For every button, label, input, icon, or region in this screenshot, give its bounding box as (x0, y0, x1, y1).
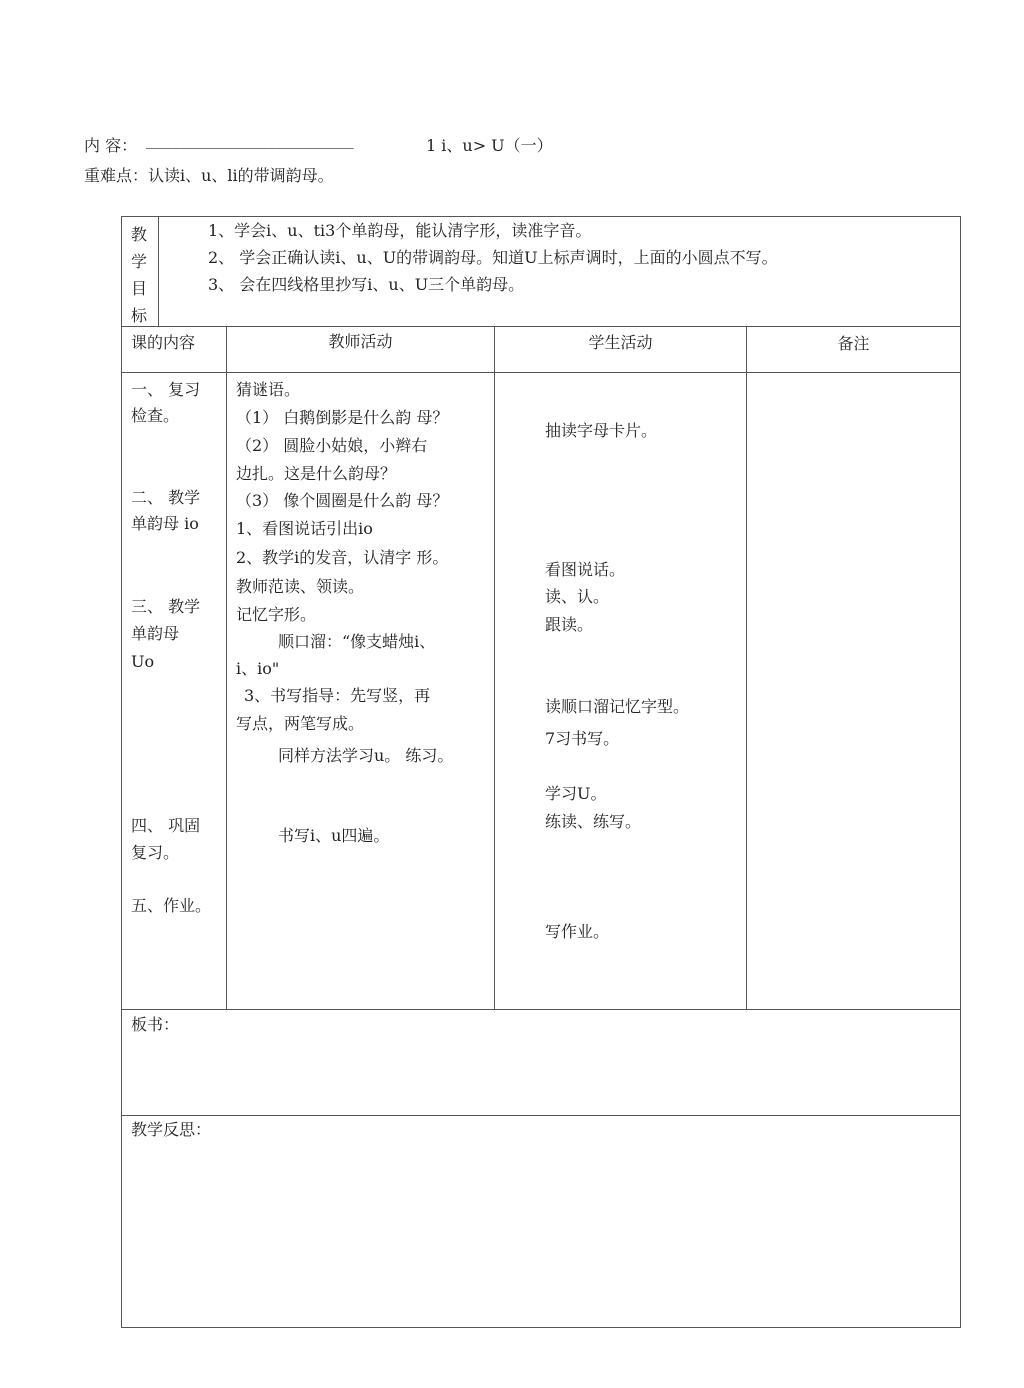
column-header-student: 学生活动 (588, 333, 653, 352)
teacher-cell-line: 猜谜语。 (236, 380, 301, 399)
teacher-cell-line: 1、看图说话引出io (236, 519, 373, 538)
goals-label-char: 教 (131, 225, 148, 244)
student-cell-line: 抽读字母卡片。 (545, 421, 658, 440)
content-cell-line: 一、 复习 (131, 380, 201, 399)
content-blank: ____________________________ (146, 130, 354, 149)
goal-item: 1、学会i、u、ti3个单韵母，能认清字形，读准字音。 (208, 221, 592, 240)
content-value: 1 i、u> U（一） (426, 136, 553, 155)
teacher-cell-line: 2、教学i的发音，认清字 形。 (236, 548, 449, 567)
student-cell-line: 写作业。 (545, 922, 610, 941)
student-cell-line: 跟读。 (545, 615, 594, 634)
content-cell-line: Uo (131, 652, 155, 671)
content-label: 内 容： (84, 136, 138, 155)
column-header-teacher: 教师活动 (328, 332, 393, 351)
teacher-cell-line: （2） 圆脸小姑娘，小辫右 (236, 436, 428, 455)
board-label: 板书： (131, 1015, 180, 1034)
goals-label-char: 标 (131, 306, 148, 325)
teacher-cell-line: 3、书写指导：先写竖，再 (244, 686, 431, 705)
teacher-cell-line: （3） 像个圆圈是什么韵 母？ (236, 491, 449, 510)
teacher-cell-line: （1） 白鹅倒影是什么韵 母？ (236, 408, 449, 427)
student-cell-line: 看图说话。 (545, 560, 626, 579)
student-cell-line: 学习U。 (545, 784, 607, 803)
student-cell-line: 读、认。 (545, 587, 610, 606)
teacher-cell-line: 顺口溜：“像支蜡烛i、 (278, 632, 436, 651)
teacher-cell-line: i、io" (236, 659, 280, 678)
goal-item: 2、 学会正确认读i、u、U的带调韵母。知道U上标声调时，上面的小圆点不写。 (208, 248, 778, 267)
student-cell-line: 练读、练写。 (545, 812, 642, 831)
column-header-notes: 备注 (837, 334, 870, 353)
content-cell-line: 五、作业。 (131, 896, 212, 915)
content-cell-line: 单韵母 (131, 624, 180, 643)
teacher-cell-line: 同样方法学习u。 练习。 (278, 746, 454, 765)
teacher-cell-line: 写点，两笔写成。 (236, 714, 365, 733)
content-cell-line: 二、 教学 (131, 488, 201, 507)
content-cell-line: 三、 教学 (131, 597, 201, 616)
content-cell-line: 单韵母 io (131, 514, 199, 533)
column-header-content: 课的内容 (131, 333, 196, 352)
student-cell-line: 7习书写。 (545, 729, 620, 748)
content-cell-line: 检查。 (131, 406, 180, 425)
content-cell-line: 复习。 (131, 843, 180, 862)
goals-label-char: 目 (131, 279, 148, 298)
teacher-cell-line: 边扎。这是什么韵母？ (236, 464, 397, 483)
content-cell-line: 四、 巩固 (131, 816, 201, 835)
teacher-cell-line: 书写i、u四遍。 (278, 826, 390, 845)
teacher-cell-line: 教师范读、领读。 (236, 577, 365, 596)
goal-item: 3、 会在四线格里抄写i、u、U三个单韵母。 (208, 275, 525, 294)
difficulty-text: 重难点：认读i、u、li的带调韵母。 (84, 166, 334, 185)
reflection-label: 教学反思： (131, 1120, 212, 1139)
student-cell-line: 读顺口溜记忆字型。 (545, 697, 690, 716)
goals-label-char: 学 (131, 252, 148, 271)
teacher-cell-line: 记忆字形。 (236, 605, 317, 624)
